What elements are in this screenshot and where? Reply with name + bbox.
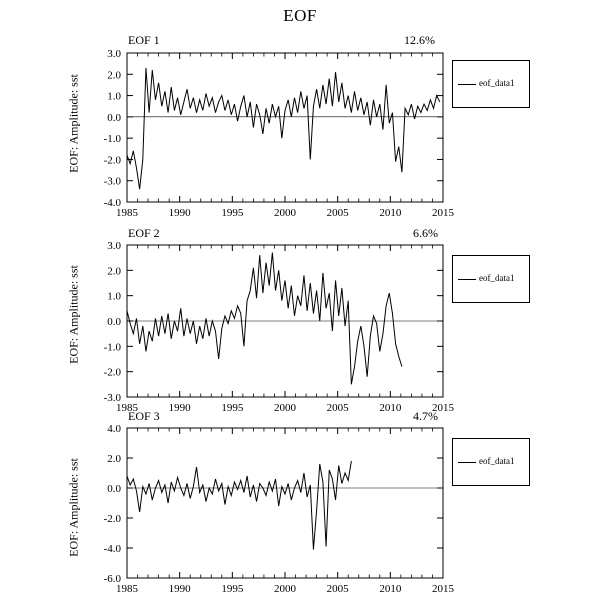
panel-2-plot [0,212,600,414]
svg-text:1.0: 1.0 [107,90,121,103]
svg-text:0.0: 0.0 [107,316,121,328]
panel-eof-1 [0,0,600,219]
svg-text:2015: 2015 [432,207,454,219]
svg-text:2000: 2000 [274,402,296,414]
svg-text:2015: 2015 [432,402,454,414]
svg-text:1990: 1990 [168,402,191,414]
svg-text:2015: 2015 [432,583,454,595]
panel-2-title: EOF 2 [128,226,160,240]
svg-text:-4.0: -4.0 [103,197,121,209]
svg-text:-4.0: -4.0 [103,543,121,555]
svg-text:-2.0: -2.0 [103,366,121,379]
panel-1-variance: 12.6% [404,33,435,47]
svg-text:1995: 1995 [221,402,244,414]
panel-1-title: EOF 1 [128,33,160,47]
panel-3-ylabel: EOF: Amplitude: sst [66,458,81,557]
svg-text:1985: 1985 [116,207,138,219]
svg-text:1990: 1990 [168,207,191,219]
panel-3-legend-line [458,462,476,463]
panel-3-variance: 4.7% [413,409,438,423]
panel-3-title: EOF 3 [128,409,160,423]
svg-text:1995: 1995 [221,207,244,219]
panel-eof-2 [0,212,600,414]
svg-text:2010: 2010 [379,207,402,219]
panel-1-ylabel: EOF: Amplitude: sst [66,74,81,173]
figure-title: EOF [283,6,317,25]
svg-text:2.0: 2.0 [107,453,121,465]
svg-text:-1.0: -1.0 [103,341,121,354]
svg-text:3.0: 3.0 [107,240,121,252]
svg-text:1985: 1985 [116,583,138,595]
svg-text:3.0: 3.0 [107,48,121,60]
svg-text:2005: 2005 [326,402,349,414]
svg-text:1.0: 1.0 [107,290,121,303]
svg-text:2010: 2010 [379,583,402,595]
svg-text:2000: 2000 [274,207,296,219]
panel-2-legend-label: eof_data1 [479,273,515,283]
svg-text:2005: 2005 [326,583,349,595]
svg-text:0.0: 0.0 [107,483,121,495]
svg-text:-3.0: -3.0 [103,392,121,404]
svg-text:-1.0: -1.0 [103,133,121,146]
svg-text:2.0: 2.0 [107,265,121,278]
panel-1-legend-line [458,84,476,85]
svg-text:2.0: 2.0 [107,69,121,82]
panel-3-legend-label: eof_data1 [479,456,515,466]
svg-text:1985: 1985 [116,402,138,414]
svg-text:-2.0: -2.0 [103,513,121,525]
svg-text:1995: 1995 [221,583,244,595]
panel-1-legend-label: eof_data1 [479,78,515,88]
panel-2-ylabel: EOF: Amplitude: sst [66,265,81,364]
panel-2-legend-line [458,279,476,280]
svg-text:2005: 2005 [326,207,349,219]
panel-2-variance: 6.6% [413,226,438,240]
svg-text:-2.0: -2.0 [103,154,121,167]
svg-text:2010: 2010 [379,402,402,414]
svg-text:1990: 1990 [168,583,191,595]
panel-eof-3 [0,395,600,600]
svg-text:2000: 2000 [274,583,296,595]
svg-text:0.0: 0.0 [107,111,121,124]
panel-3-plot [0,395,600,600]
svg-text:4.0: 4.0 [107,423,121,435]
svg-text:-6.0: -6.0 [103,573,121,585]
svg-text:-3.0: -3.0 [103,175,121,188]
